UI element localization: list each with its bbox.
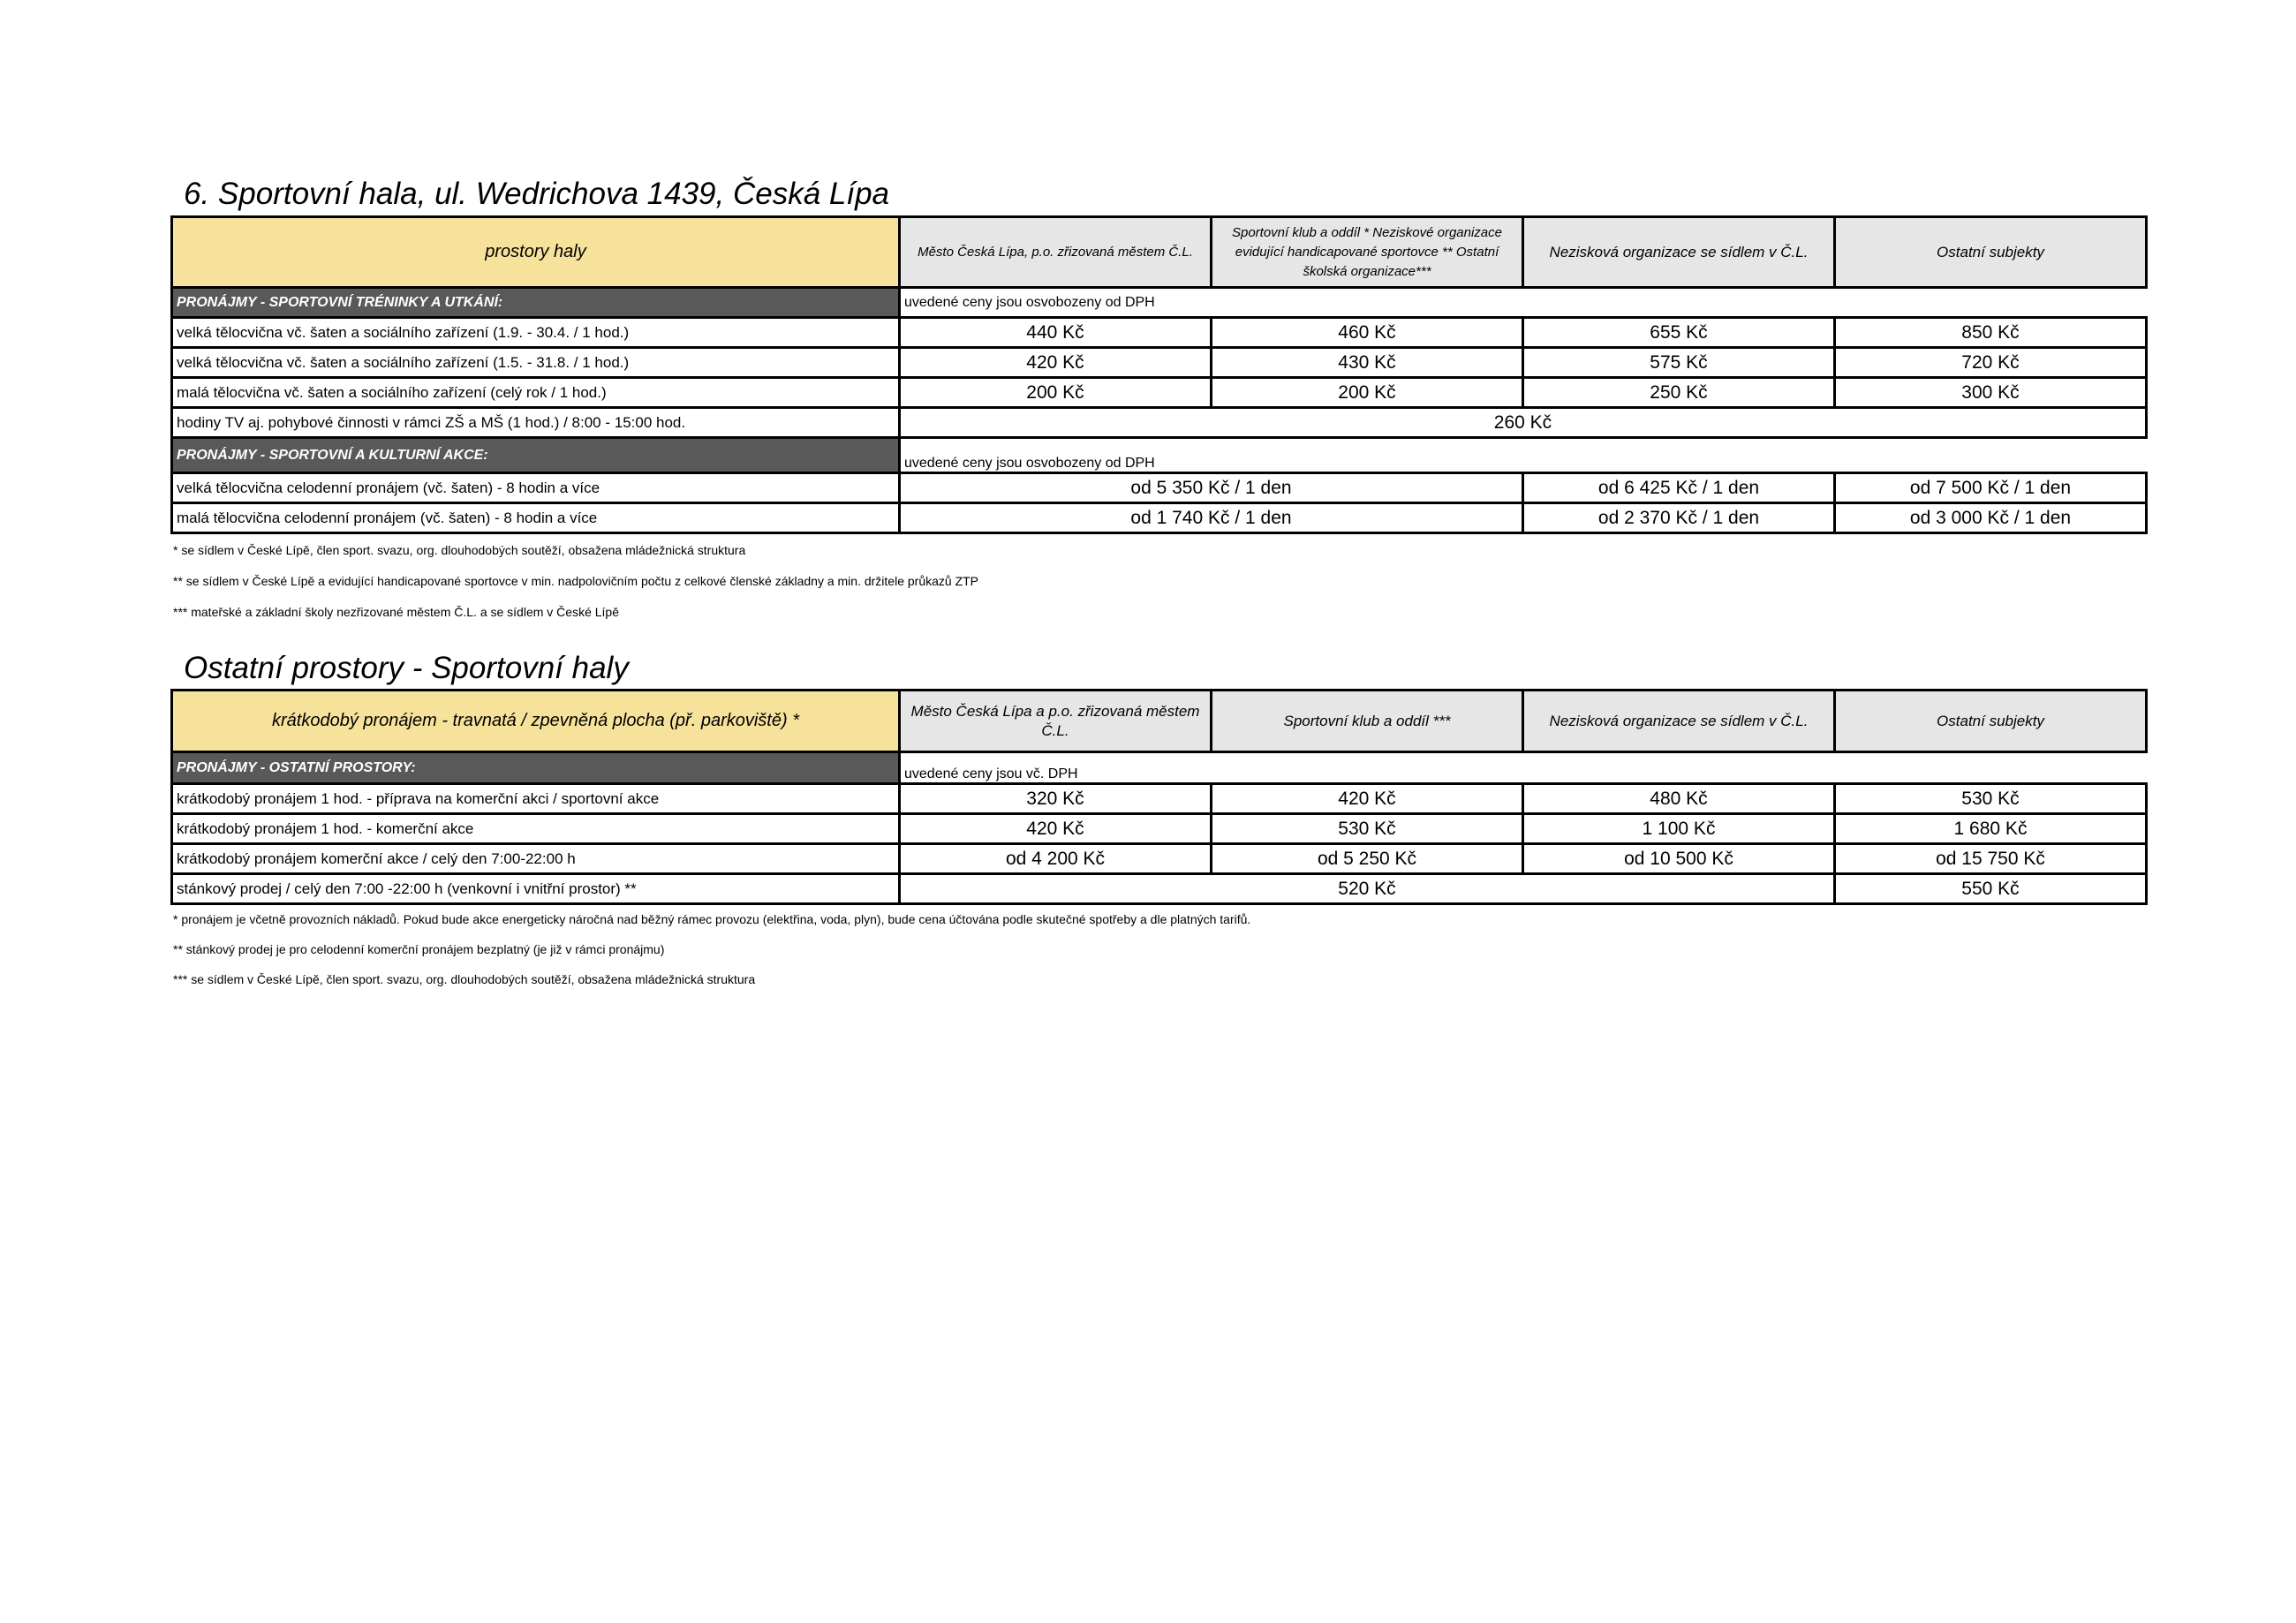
- price-cell: 250 Kč: [1523, 378, 1835, 408]
- row-label: velká tělocvična celodenní pronájem (vč. šaten) - 8 hodin a více: [172, 473, 900, 503]
- price-cell: 575 Kč: [1523, 348, 1835, 378]
- price-cell: 200 Kč: [900, 378, 1212, 408]
- section-row: [172, 438, 2147, 473]
- price-cell: od 6 425 Kč / 1 den: [1523, 473, 1835, 503]
- header-col-nonprofit: Nezisková organizace se sídlem v Č.L.: [1523, 691, 1835, 752]
- price-cell: od 15 750 Kč: [1835, 844, 2147, 874]
- vat-note: uvedené ceny jsou vč. DPH: [900, 752, 2147, 784]
- row-label: malá tělocvična celodenní pronájem (vč. šaten) - 8 hodin a více: [172, 503, 900, 533]
- price-cell: 720 Kč: [1835, 348, 2147, 378]
- header-name-cell: prostory haly: [172, 217, 900, 288]
- price-cell: 420 Kč: [900, 814, 1212, 844]
- header-col-city: Město Česká Lípa a p.o. zřizovaná městem Č.L.: [900, 691, 1212, 752]
- footnote: *** se sídlem v České Lípě, člen sport. svazu, org. dlouhodobých soutěží, obsažena mládežnická struktura: [173, 972, 756, 986]
- price-cell: od 5 250 Kč: [1212, 844, 1523, 874]
- price-cell: 420 Kč: [1212, 784, 1523, 814]
- footnote: *** mateřské a základní školy nezřizované městem Č.L. a se sídlem v České Lípě: [173, 605, 619, 619]
- footnote: * se sídlem v České Lípě, člen sport. svazu, org. dlouhodobých soutěží, obsažena mládežnická struktura: [173, 543, 746, 557]
- price-cell: 480 Kč: [1523, 784, 1835, 814]
- price-cell: 1 100 Kč: [1523, 814, 1835, 844]
- table-row: [172, 874, 2147, 904]
- price-cell: 300 Kč: [1835, 378, 2147, 408]
- table-row: [172, 318, 2147, 348]
- price-cell: od 3 000 Kč / 1 den: [1835, 503, 2147, 533]
- header-col-others: Ostatní subjekty: [1835, 691, 2147, 752]
- row-label: krátkodobý pronájem 1 hod. - komerční akce: [172, 814, 900, 844]
- table-row: [172, 348, 2147, 378]
- table-row: [172, 814, 2147, 844]
- table-header-row: [172, 691, 2147, 752]
- price-cell: 655 Kč: [1523, 318, 1835, 348]
- price-cell: od 7 500 Kč / 1 den: [1835, 473, 2147, 503]
- price-table-other-spaces: [170, 689, 2148, 905]
- price-cell: 430 Kč: [1212, 348, 1523, 378]
- price-cell: 550 Kč: [1835, 874, 2147, 904]
- row-label: stánkový prodej / celý den 7:00 -22:00 h (venkovní i vnitřní prostor) **: [172, 874, 900, 904]
- price-cell: od 1 740 Kč / 1 den: [900, 503, 1523, 533]
- price-table-sports-hall: [170, 215, 2148, 534]
- price-cell: 520 Kč: [900, 874, 1835, 904]
- table-header-row: [172, 217, 2147, 288]
- footnote: ** stánkový prodej je pro celodenní komerční pronájem bezplatný (je již v rámci pronájmu): [173, 942, 665, 956]
- price-cell: 200 Kč: [1212, 378, 1523, 408]
- price-cell: 420 Kč: [900, 348, 1212, 378]
- price-cell: od 4 200 Kč: [900, 844, 1212, 874]
- row-label: hodiny TV aj. pohybové činnosti v rámci ZŠ a MŠ (1 hod.) / 8:00 - 15:00 hod.: [172, 408, 900, 438]
- section-row: [172, 288, 2147, 318]
- footnote: * pronájem je včetně provozních nákladů. Pokud bude akce energeticky náročná nad běžný rámec provozu (elektřina, voda, plyn), bude cena účtována podle skutečné spotřeby a dle platných tarifů.: [173, 912, 1251, 926]
- table-row: [172, 378, 2147, 408]
- price-cell: 460 Kč: [1212, 318, 1523, 348]
- section-row: [172, 752, 2147, 784]
- header-col-nonprofit: Nezisková organizace se sídlem v Č.L.: [1523, 217, 1835, 288]
- price-cell: 320 Kč: [900, 784, 1212, 814]
- price-cell: 530 Kč: [1835, 784, 2147, 814]
- section-label: PRONÁJMY - SPORTOVNÍ A KULTURNÍ AKCE:: [172, 438, 900, 473]
- header-col-clubs: [1212, 217, 1523, 288]
- footnote: ** se sídlem v České Lípě a evidující handicapované sportovce v min. nadpolovičním počtu z celkové členské základny a min. držitele průkazů ZTP: [173, 574, 979, 588]
- row-label: velká tělocvična vč. šaten a sociálního zařízení (1.5. - 31.8. / 1 hod.): [172, 348, 900, 378]
- row-label: krátkodobý pronájem 1 hod. - příprava na komerční akci / sportovní akce: [172, 784, 900, 814]
- vat-note: uvedené ceny jsou osvobozeny od DPH: [900, 288, 2147, 318]
- vat-note: uvedené ceny jsou osvobozeny od DPH: [900, 438, 2147, 473]
- price-cell: 850 Kč: [1835, 318, 2147, 348]
- header-col-others: Ostatní subjekty: [1835, 217, 2147, 288]
- table-row: [172, 844, 2147, 874]
- section-label: PRONÁJMY - SPORTOVNÍ TRÉNINKY A UTKÁNÍ:: [172, 288, 900, 318]
- table-row: [172, 473, 2147, 503]
- section-label: PRONÁJMY - OSTATNÍ PROSTORY:: [172, 752, 900, 784]
- price-cell: 440 Kč: [900, 318, 1212, 348]
- header-name-cell: krátkodobý pronájem - travnatá / zpevněná plocha (př. parkoviště) *: [172, 691, 900, 752]
- table-row: [172, 503, 2147, 533]
- row-label: velká tělocvična vč. šaten a sociálního zařízení (1.9. - 30.4. / 1 hod.): [172, 318, 900, 348]
- section-title: Ostatní prostory - Sportovní haly: [184, 651, 629, 685]
- header-col-clubs-text: Sportovní klub a oddíl * Neziskové organizace evidující handicapované sportovce ** Ostatní školská organizace***: [1231, 224, 1502, 279]
- price-cell: od 5 350 Kč / 1 den: [900, 473, 1523, 503]
- section-title: 6. Sportovní hala, ul. Wedrichova 1439, Česká Lípa: [184, 177, 890, 211]
- price-cell: od 10 500 Kč: [1523, 844, 1835, 874]
- row-label: malá tělocvična vč. šaten a sociálního zařízení (celý rok / 1 hod.): [172, 378, 900, 408]
- table-row: [172, 408, 2147, 438]
- header-col-clubs: Sportovní klub a oddíl ***: [1212, 691, 1523, 752]
- row-label: krátkodobý pronájem komerční akce / celý den 7:00-22:00 h: [172, 844, 900, 874]
- price-cell: 530 Kč: [1212, 814, 1523, 844]
- price-cell: od 2 370 Kč / 1 den: [1523, 503, 1835, 533]
- header-col-city: Město Česká Lípa, p.o. zřizovaná městem Č.L.: [900, 217, 1212, 288]
- price-cell: 260 Kč: [900, 408, 2147, 438]
- price-cell: 1 680 Kč: [1835, 814, 2147, 844]
- table-row: [172, 784, 2147, 814]
